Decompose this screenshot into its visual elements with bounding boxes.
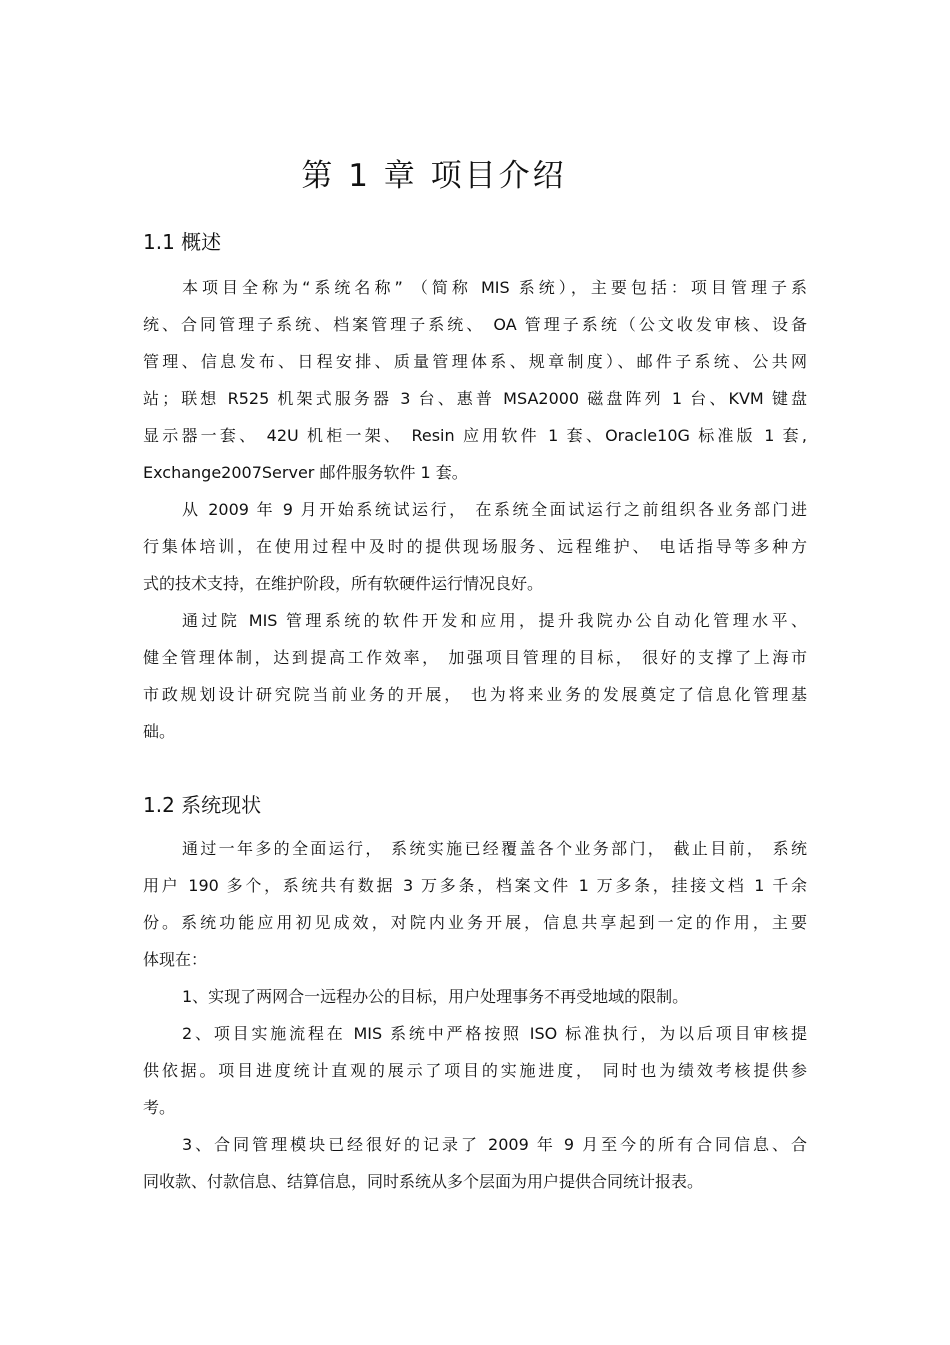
- text-line: 1、实现了两网合一远程办公的目标，用户处理事务不再受地域的限制。: [182, 987, 689, 1006]
- text-line: 用户 190 多个，系统共有数据 3 万多条，档案文件 1 万多条，挂接文档 1 千余: [143, 876, 807, 895]
- list-item-remote-office: [143, 978, 807, 1015]
- paragraph-operation-summary: [143, 830, 807, 978]
- text-line: 行集体培训，在使用过程中及时的提供现场服务、远程维护、 电话指导等多种方: [143, 537, 807, 556]
- paragraph-project-scope: [143, 269, 807, 491]
- chapter-title: 第 1 章 项目介绍: [301, 158, 567, 194]
- text-line: Exchange2007Server 邮件服务软件 1 套。: [143, 463, 468, 482]
- list-item-iso-process: [143, 1015, 807, 1126]
- paragraph-benefits: [143, 602, 807, 750]
- text-line: 健全管理体制，达到提高工作效率， 加强项目管理的目标， 很好的支撑了上海市: [143, 648, 807, 667]
- section-heading-system-status: 1.2 系统现状: [143, 793, 262, 817]
- list-item-contract-module: [143, 1126, 807, 1200]
- paragraph-trial-run: [143, 491, 807, 602]
- text-line: 市政规划设计研究院当前业务的开展， 也为将来业务的发展奠定了信息化管理基: [143, 685, 807, 704]
- text-line: 式的技术支持，在维护阶段，所有软硬件运行情况良好。: [143, 574, 544, 593]
- text-line: 础。: [143, 722, 176, 741]
- text-line: 本项目全称为“系统名称” （简称 MIS 系统），主要包括：项目管理子系: [182, 278, 807, 297]
- text-line: 通过一年多的全面运行， 系统实施已经覆盖各个业务部门， 截止目前， 系统: [182, 839, 807, 858]
- text-line: 通过院 MIS 管理系统的软件开发和应用，提升我院办公自动化管理水平、: [182, 611, 807, 630]
- text-line: 2、项目实施流程在 MIS 系统中严格按照 ISO 标准执行，为以后项目审核提: [182, 1024, 807, 1043]
- text-line: 3、合同管理模块已经很好的记录了 2009 年 9 月至今的所有合同信息、合: [182, 1135, 807, 1154]
- text-line: 管理、信息发布、日程安排、质量管理体系、规章制度）、邮件子系统、公共网: [143, 352, 807, 371]
- section-system-status: [143, 790, 807, 1200]
- text-line: 份。系统功能应用初见成效，对院内业务开展，信息共享起到一定的作用，主要: [143, 913, 807, 932]
- text-line: 统、合同管理子系统、档案管理子系统、 OA 管理子系统（公文收发审核、设备: [143, 315, 807, 334]
- text-line: 站；联想 R525 机架式服务器 3 台、惠普 MSA2000 磁盘阵列 1 台、KVM 键盘: [143, 389, 807, 408]
- text-line: 从 2009 年 9 月开始系统试运行， 在系统全面试运行之前组织各业务部门进: [182, 500, 807, 519]
- section-heading-overview: 1.1 概述: [143, 230, 222, 254]
- text-line: 显示器一套、 42U 机柜一架、 Resin 应用软件 1 套、Oracle10G 标准版 1 套,: [143, 426, 807, 445]
- text-line: 体现在：: [143, 950, 208, 969]
- section-overview: [143, 227, 807, 750]
- text-line: 同收款、付款信息、结算信息，同时系统从多个层面为用户提供合同统计报表。: [143, 1172, 704, 1191]
- text-line: 供依据。项目进度统计直观的展示了项目的实施进度， 同时也为绩效考核提供参: [143, 1061, 807, 1080]
- text-line: 考。: [143, 1098, 176, 1117]
